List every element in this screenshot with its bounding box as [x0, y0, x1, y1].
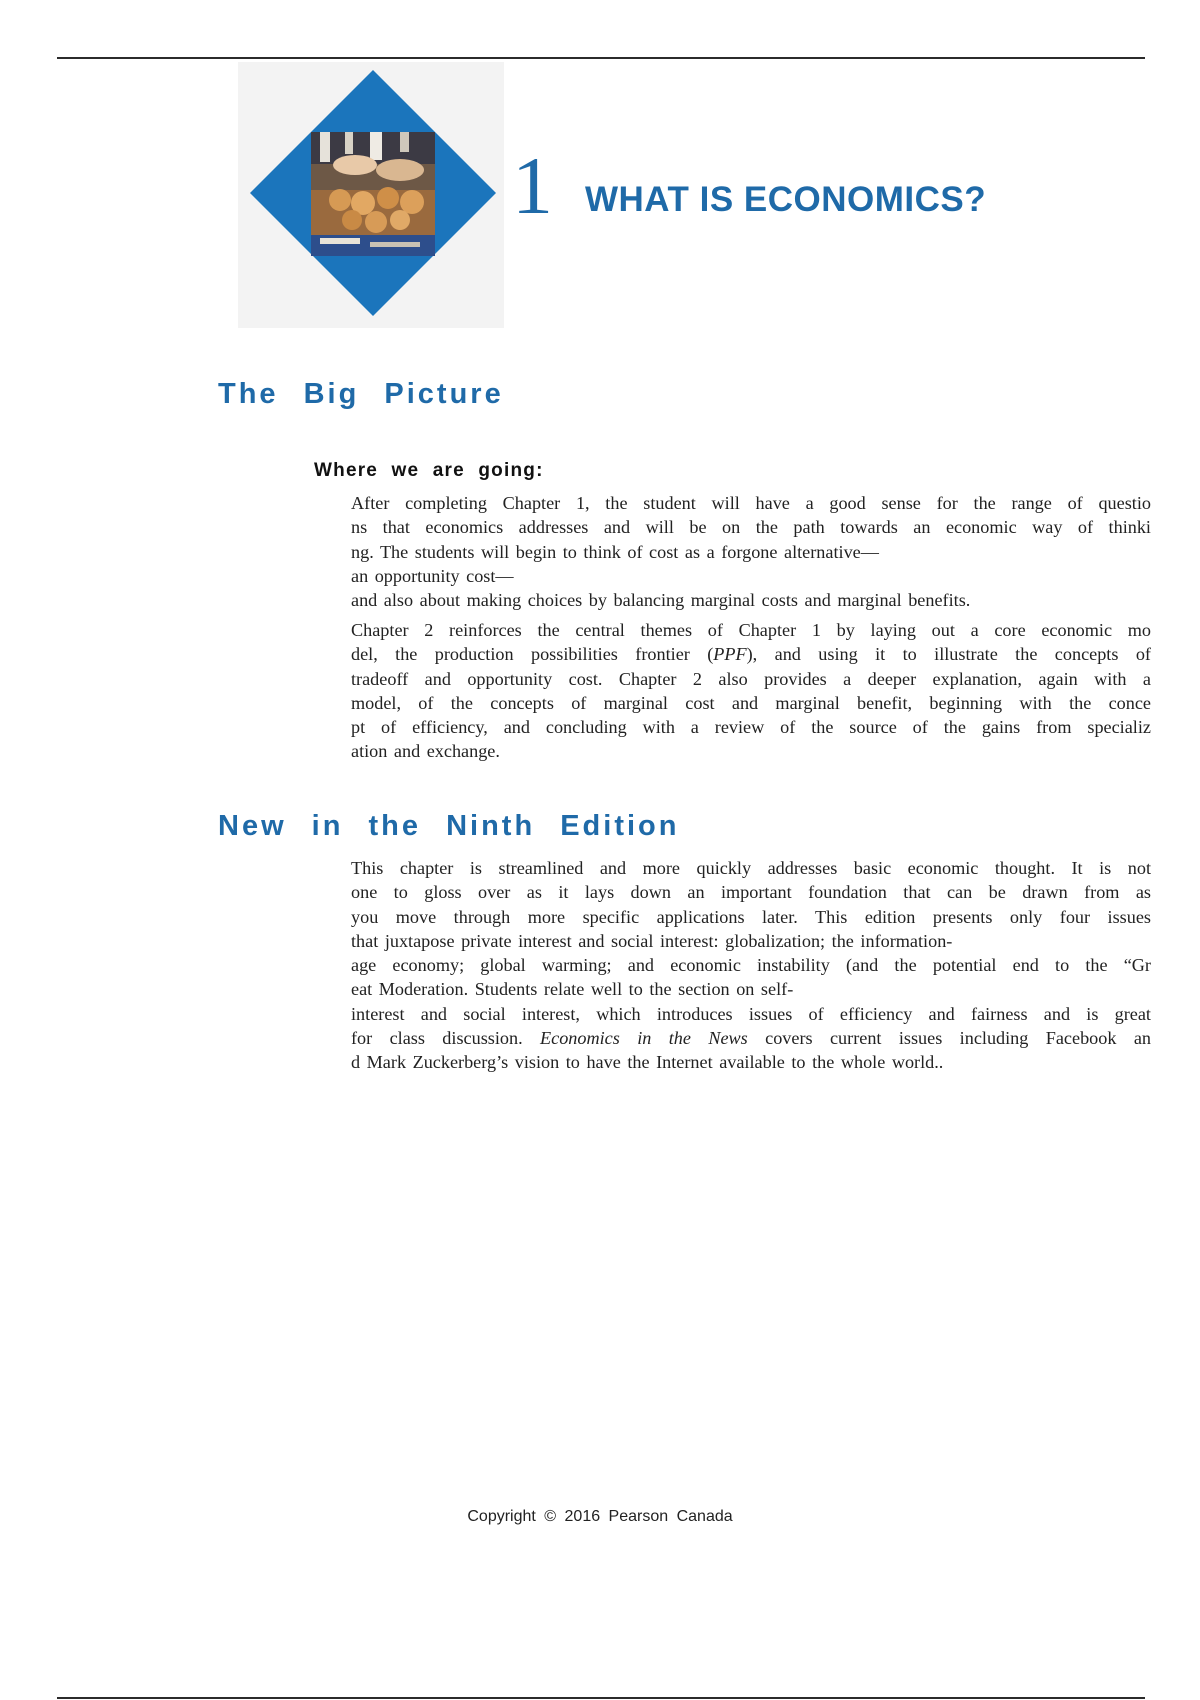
text-fragment: covers current issues including Facebook an — [747, 1028, 1151, 1049]
text-line: eat Moderation. Students relate well to the section on self- — [351, 979, 794, 1000]
text-line: that juxtapose private interest and social interest: globalization; the information- — [351, 930, 953, 951]
ppf-abbreviation: PPF — [713, 644, 747, 665]
text-line: age economy; global warming; and economic instability (and the potential end to the “Gr — [351, 955, 1151, 976]
where-going-subheading: Where we are going: — [314, 460, 544, 481]
economics-in-the-news-title: Economics in the News — [540, 1028, 748, 1049]
text-line: After completing Chapter 1, the student will have a good sense for the range of questio — [351, 493, 1151, 513]
market-bread-photo-icon — [311, 132, 435, 256]
chapter-diamond-image — [250, 70, 496, 316]
text-line: pt of efficiency, and concluding with a review of the source of the gains from specializ — [351, 717, 1151, 738]
text-line: you move through more specific applications later. This edition presents only four issues — [351, 906, 1151, 927]
new-edition-heading: New in the Ninth Edition — [218, 810, 680, 842]
text-fragment: ), and using it to illustrate the concepts of — [746, 644, 1151, 665]
text-line: interest and social interest, which introduces issues of efficiency and fairness and is great — [351, 1003, 1151, 1024]
text-line: tradeoff and opportunity cost. Chapter 2 also provides a deeper explanation, again with a — [351, 668, 1151, 689]
text-line: ng. The students will begin to think of cost as a forgone alternative— — [351, 541, 879, 562]
bottom-rule — [57, 1697, 1145, 1699]
text-line: Chapter 2 reinforces the central themes of Chapter 1 by laying out a core economic mo — [351, 620, 1151, 640]
top-rule — [57, 57, 1145, 59]
text-line: d Mark Zuckerberg’s vision to have the Internet available to the whole world.. — [351, 1052, 944, 1073]
text-line: ns that economics addresses and will be on the path towards an economic way of thinki — [351, 517, 1151, 538]
text-fragment: for class discussion. — [351, 1028, 541, 1049]
text-line: ation and exchange. — [351, 741, 500, 762]
text-line — [351, 1026, 1151, 1050]
chapter-number: 1 — [512, 140, 553, 231]
text-line — [351, 642, 1151, 666]
text-line: an opportunity cost— — [351, 565, 514, 586]
text-fragment: del, the production possibilities frontier ( — [351, 644, 714, 665]
text-line: and also about making choices by balancing marginal costs and marginal benefits. — [351, 590, 971, 611]
big-picture-paragraph-1 — [351, 491, 1151, 612]
copyright-footer: Copyright © 2016 Pearson Canada — [467, 1508, 733, 1525]
text-line: This chapter is streamlined and more quickly addresses basic economic thought. It is not — [351, 858, 1151, 878]
text-line: one to gloss over as it lays down an important foundation that can be drawn from as — [351, 882, 1151, 903]
text-line: model, of the concepts of marginal cost and marginal benefit, beginning with the conce — [351, 692, 1151, 713]
big-picture-heading: The Big Picture — [218, 378, 504, 410]
new-edition-paragraph — [351, 856, 1151, 1075]
chapter-title: WHAT IS ECONOMICS? — [585, 180, 987, 219]
big-picture-paragraph-2 — [351, 618, 1151, 764]
